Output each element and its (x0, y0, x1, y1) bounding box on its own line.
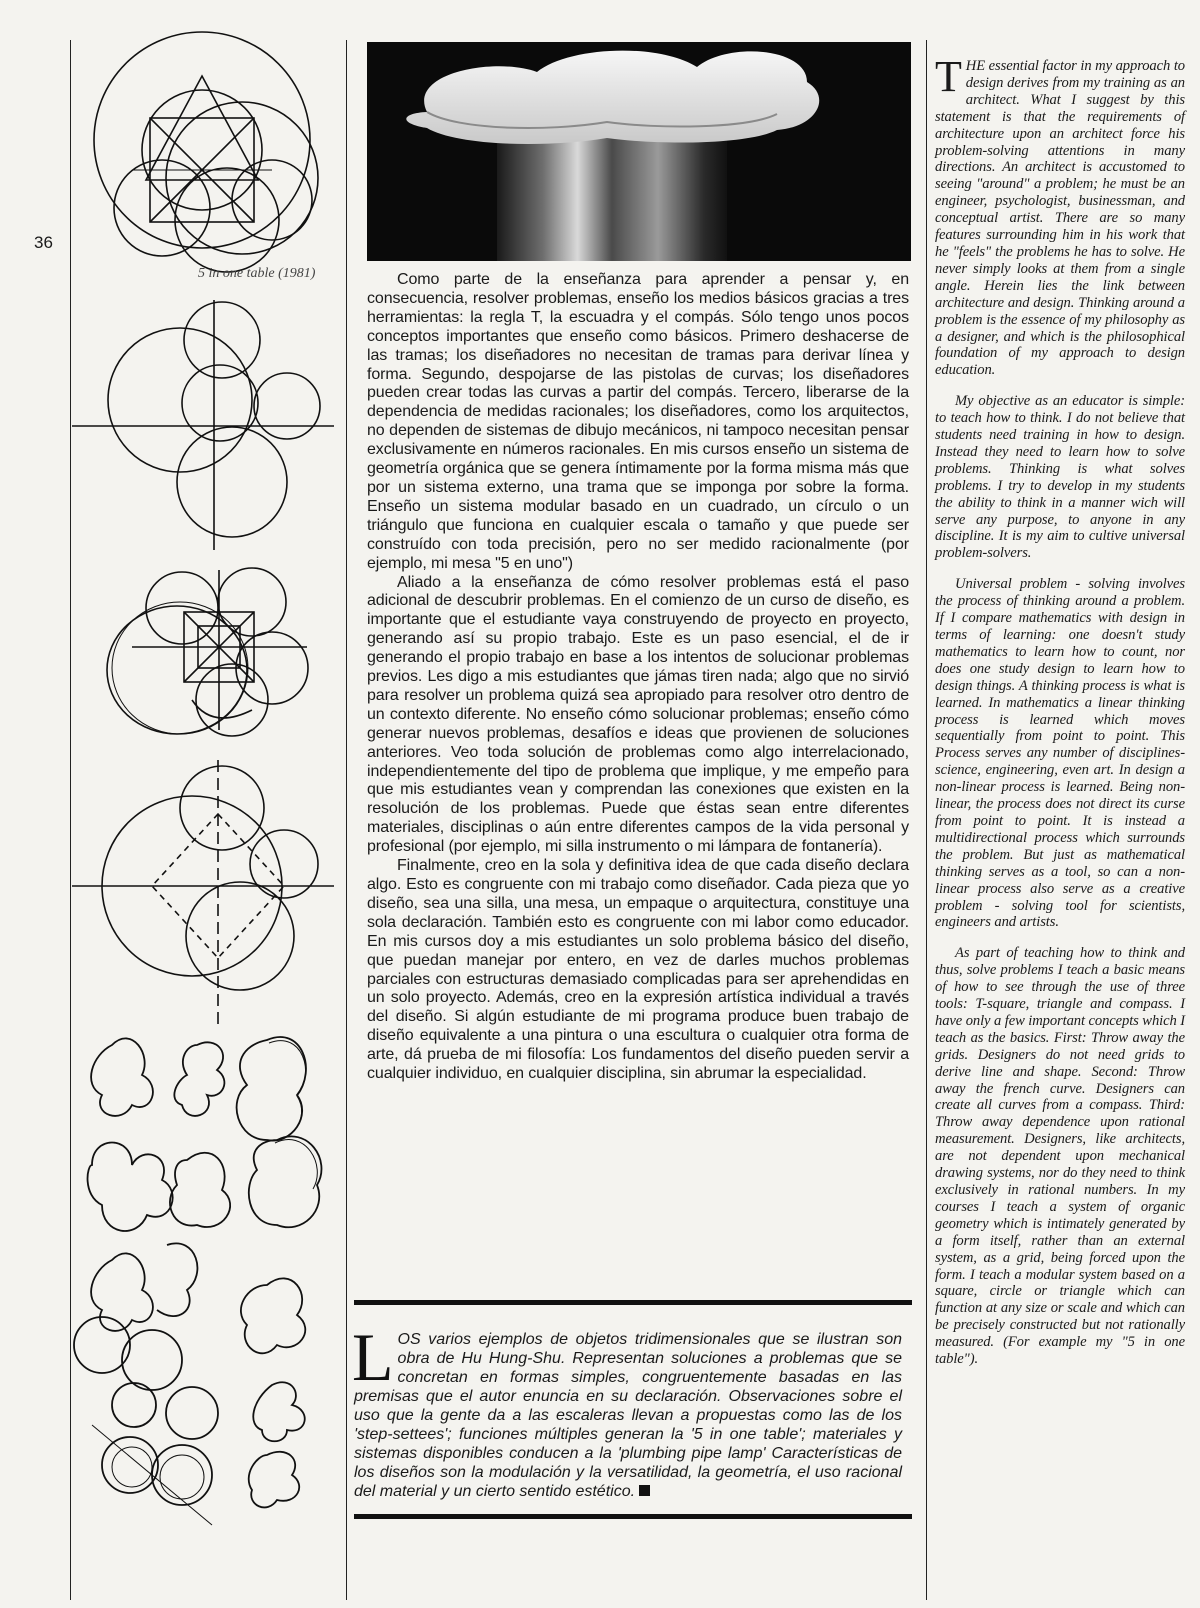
sketch-five-circle-construction (94, 32, 318, 272)
column-rule-center-right (926, 40, 927, 1600)
english-paragraph-2: My objective as an educator is simple: to teach how to think. I do not believe that students need training in how to design. Instead they need to learn how to solve problems. Thinking is what solves problems. I try to develop in my students the ability to think in a manner wich will serve any purpose, to anyone in any discipline. It is my aim to cultive universal problem-solvers. (935, 393, 1185, 562)
sidebar-text: OS varios ejemplos de objetos tridimensionales que se ilustran son obra de Hu Hung-Shu. Representan soluciones a problemas que se concretan en formas simples, congruentemente basadas en las premisas que el autor enuncia en su declaración. Observaciones sobre el uso que la gente da a las escaleras llevan a propuestas como las de los 'step-settees'; funciones múltiples generan la '5 in one table'; materiales y sistemas disponibles conducen a la 'plumbing pipe lamp' Características de los diseños son la modulación y la versatilidad, la geometría, el uso racional del material y un cierto sentido estético. (354, 1331, 902, 1500)
english-dropcap: T (935, 52, 962, 101)
figure-caption: 5 in one table (1981) (198, 266, 316, 281)
english-paragraph-4: As part of teaching how to think and thus, solve problems I teach a basic means of how to see through the use of three tools: T-square, triangle and compass. I have only a few important concepts which I teach as the basics. First: Throw away the grids. Designers do not need grids to derive line and shape. Second: Throw away the french curve. Designers can create all curves from a compass. Third: Throw away dependence upon rational measurement. Designers, like architects, are not dependent upon mechanical drawing systems, nor do they need to think exclusively in rational numbers. In my courses I teach a system of organic geometry which is intimately generated by a form itself, rather than an external system, as a grid, being forced upon the form. I teach a modular system based on a square, circle or triangle which can function at any size or scale and which can be precisely constructed but not rationally measured. (For example my "5 in one table"). (935, 945, 1185, 1368)
sketch-blob-shapes (74, 1037, 321, 1525)
english-article-body (935, 52, 1185, 1382)
end-of-article-mark (639, 1485, 650, 1496)
column-rule-center-left (346, 40, 347, 1600)
sidebar-note (352, 1319, 902, 1501)
page-number: 36 (34, 233, 53, 252)
sidebar-dropcap: L (352, 1319, 394, 1395)
spanish-paragraph: Como parte de la enseñanza para aprender a pensar y, en consecuencia, resolver problemas, enseño los medios básicos gracias a tres herramientas: la regla T, la escuadra y el compás. Sólo tengo unos pocos conceptos importantes que enseño como básicos. Primero deshacerse de las tramas; los diseñadores no necesitan de tramas para derivar línea y forma. Segundo, despojarse de las pistolas de curvas; los diseñadores pueden crear todas las curvas a partir del compás. Tercero, liberarse de la dependencia de medidas racionales; los diseñadores, como los arquitectos, no dependen de sistemas de dibujo mecánicos, ni tampoco necesitan pensar exclusivamente en números racionales. En mis cursos enseño un sistema de geometría orgánica que se genera íntimamente por la forma misma más que por un sistema externo, una trama que se imponga por sobre la forma. Enseño un sistema modular basado en un cuadrado, un círculo o un triángulo que funciona en cualquier escala o tamaño y que puede ser construído con toda precisión, pero no ser medido racionalmente (por ejemplo, mi mesa "5 en uno") (367, 271, 909, 572)
english-paragraph-3: Universal problem - solving involves the process of thinking around a problem. If I compare mathematics with design in terms of learning: one doesn't study mathematics to learn how to count, nor does one study design to learn how to design things. A thinking process is what is learned. In mathematics a linear thinking process is learned which moves sequentially from point to point. This Process serves any number of disciplines- science, engineering, even art. In design a non-linear process is learned. Being non-linear, the process does not direct its curse from point to point. It is instead a multidirectional process which surrounds the problem. But just as mathematical thinking serves as a tool, so can a non-linear process also serve as a creative problem - solving tool for scientists, engineers and artists. (935, 576, 1185, 931)
table-photo-image (367, 42, 911, 261)
english-paragraph-1-text: HE essential factor in my approach to design derives from my training as an architect. What I suggest by this statement is that the requirements of architecture upon an architect force his problem-solving attentions in many directions. An architect is accustomed to seeing "around" a problem; he must be an engineer, psychologist, businessman, and conceptual artist. There are so many features surrounding him in his work that he "feels" the problems he has to solve. He never simply looks at them from a single angle. Herein lies the link between architecture and design. Thinking around a problem is the essence of my philosophy as a designer, and which is the philosophical foundation of my approach to design education. (935, 58, 1185, 379)
spanish-paragraph: Aliado a la enseñanza de cómo resolver problemas está el paso adicional de descubrir problemas. En el comienzo de un curso de diseño, es importante que el estudiante vaya construyendo de proyecto en proyecto, generando así su propio trabajo. Este es un paso esencial, el de ir generando el propio trabajo en base a los intentos de solucionar problemas previos. Les digo a mis estudiantes que jámas tiren nada; algo que no sirvió para resolver un problema quizá sea apropiado para resolver otro dentro de un contexto diferente. No enseño cómo solucionar problemas; enseño cómo generar nuevos problemas, desafíos e ideas que provienen de soluciones anteriores. Veo toda solución de problemas como algo interrelacionado, independientemente del tipo de problema que implique, y me empeño para que mis estudiantes vean y comprendan las conexiones que existen en la resolución de los problemas. Puede que éstas sean entre diferentes materiales, disciplinas o aún entre diferentes campos de la vida personal y profesional (por ejemplo, mi silla instrumento o mi lámpara de fontanería). (367, 573, 909, 856)
sketch-freehand-circles (107, 568, 308, 736)
sidebar-bottom-rule (354, 1514, 912, 1519)
sidebar-top-rule (354, 1300, 912, 1305)
sketch-dashed-diamond (72, 760, 334, 1030)
english-paragraph-1 (935, 52, 1185, 379)
spanish-article-body (367, 271, 909, 1084)
spanish-paragraph: Finalmente, creo en la sola y definitiva idea de que cada diseño declara algo. Esto es congruente con mi trabajo como diseñador. Cada pieza que yo diseño, sea una silla, una mesa, un empaque o arquitectura, constituye una sola declaración. También esto es congruente con mi labor como educador. En mis cursos doy a mis estudiantes un solo problema básico del diseño, que puedan manejar por entero, en vez de darles muchos problemas parciales con estructuras demasiado complicadas para ser aprehendidas en un solo proyecto. Además, creo en la expresión artística individual a través del diseño. Si algún estudiante de mi programa produce buen trabajo de diseño equivalente a una pintura o una escultura o cualquier otra forma de arte, dá prueba de mi filosofía: Los fundamentos del diseño pueden servir a cualquier individuo, en cualquier disciplina, sin abrumar la especialidad. (367, 857, 909, 1083)
column-rule-left (70, 40, 71, 1600)
sketch-circles-crosshair (72, 300, 334, 550)
table-photo (367, 42, 911, 261)
